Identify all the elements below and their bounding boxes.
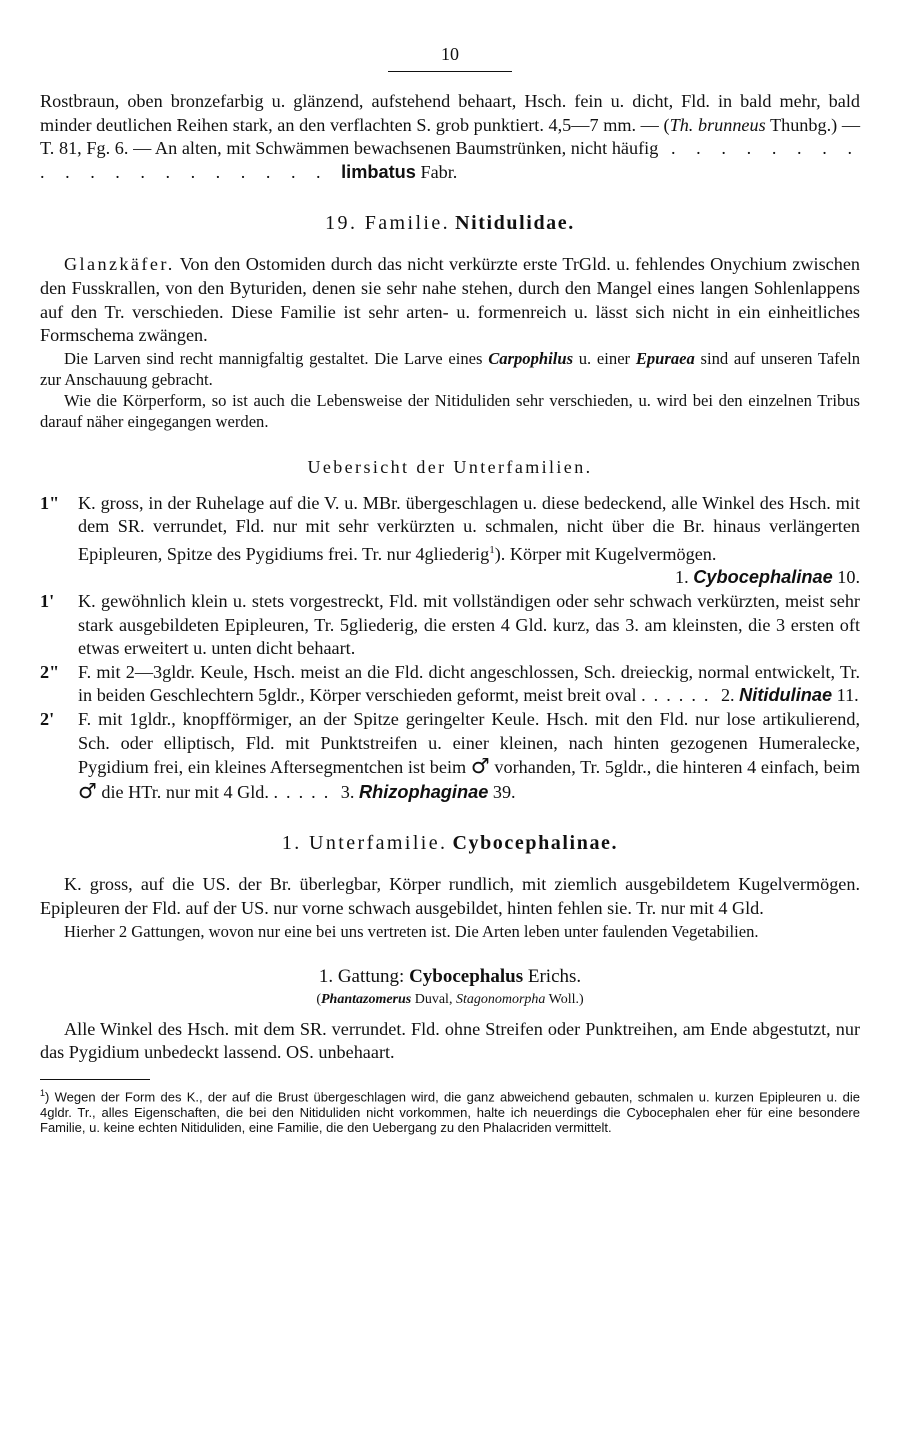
subfamily-heading <box>40 832 860 855</box>
family-common-name: Glanzkäfer. <box>64 254 175 275</box>
key-entry-2b <box>40 708 860 804</box>
key-entry-1a <box>40 492 860 590</box>
species-author: Fabr. <box>420 161 458 182</box>
genus-heading-prefix: 1. Gattung: <box>318 965 405 987</box>
key-result-page: 11. <box>836 685 859 706</box>
key-entry-2a <box>40 661 860 708</box>
key-text: K. gewöhnlich klein u. stets vorgestreckt, Fld. mit vollständigen oder sehr schwach verkürzten, meist sehr stark ausgebildeten Epipleuren, Tr. 5gliederig, die ersten 4 Gld. kurz, das 3. am kleinsten, die 3 ersten oft etwas erweitert u. unten dicht behaart. <box>78 591 860 659</box>
key-result-name: Rhizophaginae <box>358 781 489 802</box>
subfamily-paragraph-1: K. gross, auf die US. der Br. überlegbar, Körper rundlich, mit ziemlich ausgebildetem Kugelvermögen. Epipleuren der Fld. auf der US. nur vorne schwach ausgebildet, hinten fehlen sie. Tr. nur mit 4 Gld. <box>40 874 860 918</box>
intro-paragraph <box>40 90 860 184</box>
genus-carpophilus: Carpophilus <box>488 348 574 368</box>
family-heading-name: Nitidulidae. <box>455 212 575 235</box>
key-text-after: ). Körper mit Kugelvermögen. <box>494 543 717 564</box>
genus-synonyms <box>40 992 860 1008</box>
family-paragraph-1-text: Von den Ostomiden durch das nicht verkürzte erste TrGld. u. fehlendes Onychium zwischen den Fusskrallen, von den Byturiden, denen sie sehr nahe stehen, durch den Mangel eines langen Sohlenlappens auf den Tr. verschieden. Diese Familie ist sehr arten- u. formenreich u. lässt sich nicht in ein einheitliches Formschema zwängen. <box>40 254 860 346</box>
key-result <box>78 566 860 590</box>
male-symbol-icon: ♂ <box>470 754 490 779</box>
key-text <box>78 492 860 590</box>
overview-heading: Uebersicht der Unterfamilien. <box>307 456 593 477</box>
synonym-2-author: Woll.) <box>545 991 584 1007</box>
key-entry-1b <box>40 590 860 661</box>
key-text <box>78 661 860 708</box>
footnote-marker: 1 <box>489 543 495 556</box>
genus-heading <box>40 966 860 988</box>
key-result-number: 1. <box>675 567 689 588</box>
key-text-body: F. mit 2—3gldr. Keule, Hsch. meist an die Fld. dicht angeschlossen, Sch. dreieckig, normal entwickelt, Tr. in beiden Geschlechtern 5gldr., Körper verschieden geformt, meist breit oval <box>78 661 860 706</box>
intro-text: Rostbraun, oben bronzefarbig u. glänzend, aufstehend behaart, Hsch. fein u. dicht, Fld. in bald mehr, bald minder deutlichen Reihen stark, an den verflachten S. grob punktiert. 4,5—7 mm. — ( <box>40 91 860 135</box>
leader-dots: . . . . . . . . . . . . . . . . . . . . <box>40 138 860 182</box>
page-number: 10 <box>441 44 459 64</box>
footnote-number: 1 <box>40 1087 46 1098</box>
leader-dots: ..... <box>273 781 337 802</box>
male-symbol-icon: ♂ <box>78 778 97 803</box>
key-number: 1" <box>40 492 60 513</box>
key-result-number: 2. <box>720 685 735 706</box>
larva-text-2: u. einer <box>573 348 636 368</box>
key-result-name: Nitidulinae <box>739 685 833 706</box>
key-number: 1' <box>40 591 55 611</box>
subfamily-paragraph-2: Hierher 2 Gattungen, wovon nur eine bei uns vertreten ist. Die Arten leben unter faulenden Vegetabilien. <box>64 921 759 941</box>
footnote <box>40 1086 860 1136</box>
family-paragraph-1 <box>40 253 860 347</box>
family-heading <box>40 212 860 235</box>
larva-text-1: Die Larven sind recht mannigfaltig gestaltet. Die Larve eines <box>64 348 489 368</box>
key-text <box>78 708 860 804</box>
key-number: 2" <box>40 661 60 682</box>
key-result-name: Cybocephalinae <box>693 567 833 588</box>
page-number-rule <box>388 71 512 72</box>
key-result-page: 39. <box>492 781 516 802</box>
genus-heading-name: Cybocephalus <box>409 965 524 987</box>
key-text-body-3: die HTr. nur mit 4 Gld. <box>96 781 269 802</box>
leader-dots: ...... <box>641 685 717 706</box>
genus-epuraea: Epuraea <box>635 348 695 368</box>
key-number: 2' <box>40 708 55 729</box>
genus-heading-author: Erichs. <box>527 965 582 987</box>
subfamily-heading-name: Cybocephalinae. <box>452 832 619 855</box>
key-text-body: K. gross, in der Ruhelage auf die V. u. MBr. übergeschlagen u. diese bedeckend, alle Winkel des Hsch. mit dem SR. verrundet, Fld. nur mit sehr verkürzten u. schmalen, nicht über die Br. hinaus verlängerten Epipleuren, Spitze des Pygidiums frei. Tr. nur 4gliederig <box>78 492 860 564</box>
family-paragraph-3: Wie die Körperform, so ist auch die Lebensweise der Nitiduliden sehr verschieden, u. wird bei den einzelnen Tribus darauf näher eingegangen werden. <box>40 391 860 432</box>
footnote-text: ) Wegen der Form des K., der auf die Brust übergeschlagen wird, die ganz abweichend gebauten, schmalen u. kurzen Epipleuren u. die 4gldr. Tr., alles Eigenschaften, die bei den Nitiduliden nicht vorkommen, halte ich neuerdings die Cybocephalen eher für eine besondere Familie, u. keine echten Nitiduliden, eine Familie, die den Uebergang zu den Phalacriden vermittelt. <box>40 1089 860 1136</box>
larva-text-3: sind auf unseren Tafeln zur Anschauung gebracht. <box>40 348 860 389</box>
key-text-body: F. mit 1gldr., knopfförmiger, an der Spitze geringelter Keule. Hsch. mit den Fld. nur lose artikulierend, Sch. oder elliptisch, Fld. mit Punktstreifen u. einer kleinen, nach hinten gezogenen Humeralecke, Pygidium frei, ein kleines Aftersegmentchen ist beim <box>78 708 860 778</box>
synonym-1: Phantazomerus <box>320 991 412 1007</box>
species-name: limbatus <box>341 161 416 182</box>
footnote-rule <box>40 1079 150 1080</box>
key-result-number: 3. <box>340 781 355 802</box>
synonym-2: Stagonomorpha <box>455 991 546 1007</box>
synonym-genus: Th. brunneus <box>669 114 766 135</box>
family-paragraph-2 <box>40 348 860 390</box>
key-text-body-2: vorhanden, Tr. 5gldr., die hinteren 4 einfach, beim <box>489 757 860 778</box>
key-result-page: 10. <box>837 567 860 588</box>
subfamily-heading-prefix: 1. Unterfamilie. <box>281 832 448 855</box>
synonym-1-author: Duval, <box>411 991 456 1007</box>
genus-paragraph: Alle Winkel des Hsch. mit dem SR. verrundet. Fld. ohne Streifen oder Punktreihen, am Ende abgestutzt, nur das Pygidium unbedeckt lassend. OS. unbehaart. <box>40 1018 860 1063</box>
synonym-open: ( <box>316 991 321 1007</box>
page <box>40 40 860 1136</box>
intro-text-2: Thunbg.) — T. 81, Fg. 6. — An alten, mit Schwämmen bewachsenen Baumstrünken, nicht häufig <box>40 114 861 159</box>
family-heading-prefix: 19. Familie. <box>325 212 451 235</box>
